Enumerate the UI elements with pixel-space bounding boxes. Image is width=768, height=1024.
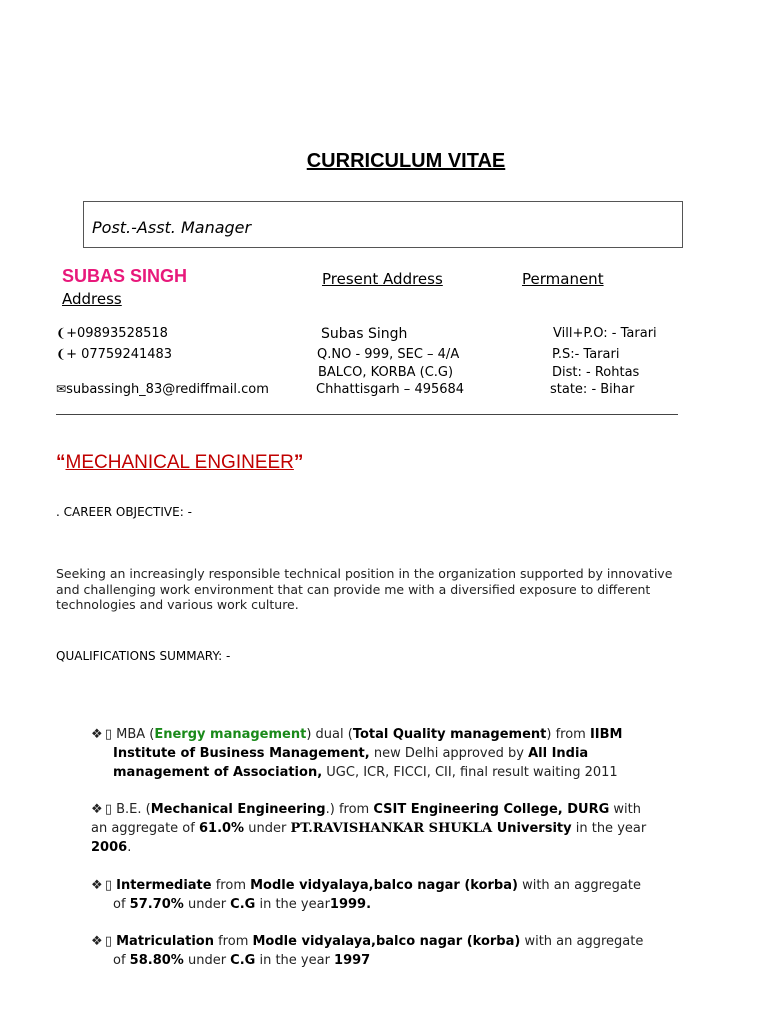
- list-item: ❖ ▯ Intermediate from Modle vidyalaya,balco nagar (korba) with an aggregate: [91, 878, 641, 893]
- qualifications-heading: QUALIFICATIONS SUMMARY: -: [56, 649, 231, 663]
- document-title: CURRICULUM VITAE: [306, 150, 506, 172]
- present-address-line: Chhattisgarh – 495684: [316, 382, 465, 397]
- permanent-address-line: P.S:- Tarari: [552, 347, 620, 362]
- email[interactable]: subassingh_83@rediffmail.com: [66, 382, 269, 397]
- list-item: ❖ ▯ Matriculation from Modle vidyalaya,balco nagar (korba) with an aggregate: [91, 934, 644, 949]
- bullet-icon: ❖: [91, 727, 103, 742]
- phone-icon: ❨: [56, 347, 67, 361]
- present-address-header: Present Address: [322, 270, 443, 288]
- list-item-line: of 58.80% under C.G in the year 1997: [113, 953, 371, 968]
- career-objective-text: Seeking an increasingly responsible technical position in the organization supported by innovative and challenging work environment that can provide me with a diversified exposure to different technologies and various work culture.: [56, 566, 673, 612]
- phone-icon: ❨: [56, 326, 67, 340]
- career-objective-heading: . CAREER OBJECTIVE: -: [56, 505, 192, 519]
- candidate-name: SUBAS SINGH: [62, 266, 188, 286]
- list-item-line: of 57.70% under C.G in the year1999.: [113, 897, 372, 912]
- phone-1: +09893528518: [66, 326, 168, 341]
- list-item-line: Institute of Business Management, new Delhi approved by All India: [113, 746, 589, 761]
- permanent-address-line: Vill+P.O: - Tarari: [553, 326, 657, 341]
- bullet-icon: ❖: [91, 934, 103, 949]
- list-item: ❖ ▯ MBA (Energy management) dual (Total Quality management) from IIBM: [91, 727, 623, 742]
- post-title: Post.-Asst. Manager: [92, 218, 252, 237]
- permanent-address-line: Dist: - Rohtas: [552, 365, 640, 380]
- list-item: ❖ ▯ B.E. (Mechanical Engineering.) from CSIT Engineering College, DURG with: [91, 802, 641, 817]
- list-item-line: management of Association, UGC, ICR, FICCI, CII, final result waiting 2011: [113, 765, 618, 780]
- present-address-line: Subas Singh: [321, 326, 408, 342]
- email-row: [56, 382, 269, 397]
- present-address-line: BALCO, KORBA (C.G): [318, 365, 454, 380]
- post-box: [83, 201, 683, 248]
- address-label: Address: [62, 290, 122, 308]
- bullet-icon: ❖: [91, 878, 103, 893]
- role-heading: “MECHANICAL ENGINEER”: [56, 452, 304, 473]
- phone-1-row: [56, 326, 168, 341]
- list-item-line: an aggregate of 61.0% under PT.RAVISHANKAR SHUKLA University in the year: [91, 821, 647, 836]
- phone-2: + 07759241483: [66, 347, 173, 362]
- divider: [56, 414, 678, 415]
- envelope-icon: ✉: [56, 382, 67, 396]
- phone-2-row: [56, 347, 172, 362]
- present-address-line: Q.NO - 999, SEC – 4/A: [317, 347, 460, 362]
- permanent-address-line: state: - Bihar: [550, 382, 635, 397]
- permanent-address-header: Permanent: [522, 270, 604, 288]
- list-item-line: 2006.: [91, 840, 132, 855]
- bullet-icon: ❖: [91, 802, 103, 817]
